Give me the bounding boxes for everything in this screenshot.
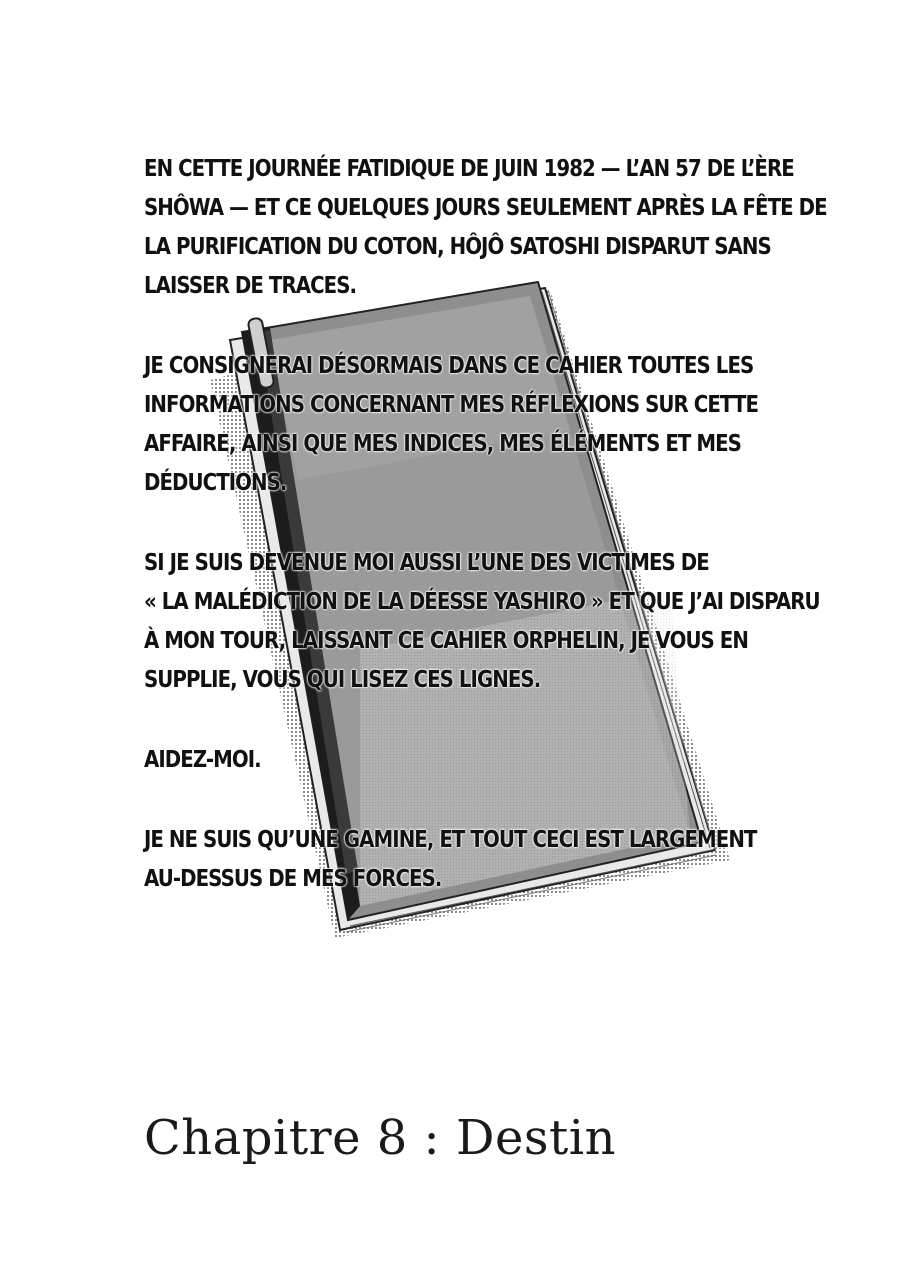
paragraph-4 xyxy=(144,741,823,780)
text-line: JE CONSIGNERAI DÉSORMAIS DANS CE CAHIER TOUTES LES xyxy=(144,353,754,379)
text-line: À MON TOUR, LAISSANT CE CAHIER ORPHELIN, JE VOUS EN xyxy=(144,628,748,654)
text-line: JE NE SUIS QU’UNE GAMINE, ET TOUT CECI EST LARGEMENT xyxy=(144,827,757,853)
text-line: AIDEZ-MOI. xyxy=(144,747,261,773)
chapter-title: Chapitre 8 : Destin xyxy=(144,1110,617,1166)
paragraph-1 xyxy=(144,150,827,306)
paragraph-5 xyxy=(144,821,823,899)
text-line: « LA MALÉDICTION DE LA DÉESSE YASHIRO » ET QUE J’AI DISPARU xyxy=(144,589,820,615)
text-line: EN CETTE JOURNÉE FATIDIQUE DE JUIN 1982 — L’AN 57 DE L’ÈRE xyxy=(144,156,794,182)
text-line: SHÔWA — ET CE QUELQUES JOURS SEULEMENT APRÈS LA FÊTE DE xyxy=(144,195,827,221)
paragraph-3 xyxy=(144,544,823,700)
text-line: AFFAIRE, AINSI QUE MES INDICES, MES ÉLÉMENTS ET MES xyxy=(144,431,741,457)
text-line: AU-DESSUS DE MES FORCES. xyxy=(144,866,442,892)
text-line: LAISSER DE TRACES. xyxy=(144,273,357,299)
text-line: SUPPLIE, VOUS QUI LISEZ CES LIGNES. xyxy=(144,667,541,693)
text-line: LA PURIFICATION DU COTON, HÔJÔ SATOSHI DISPARUT SANS xyxy=(144,234,771,260)
text-line: SI JE SUIS DEVENUE MOI AUSSI L’UNE DES VICTIMES DE xyxy=(144,550,709,576)
text-line: DÉDUCTIONS. xyxy=(144,470,287,496)
narration-text xyxy=(144,150,827,940)
text-line: INFORMATIONS CONCERNANT MES RÉFLEXIONS SUR CETTE xyxy=(144,392,759,418)
paragraph-2 xyxy=(144,347,823,503)
